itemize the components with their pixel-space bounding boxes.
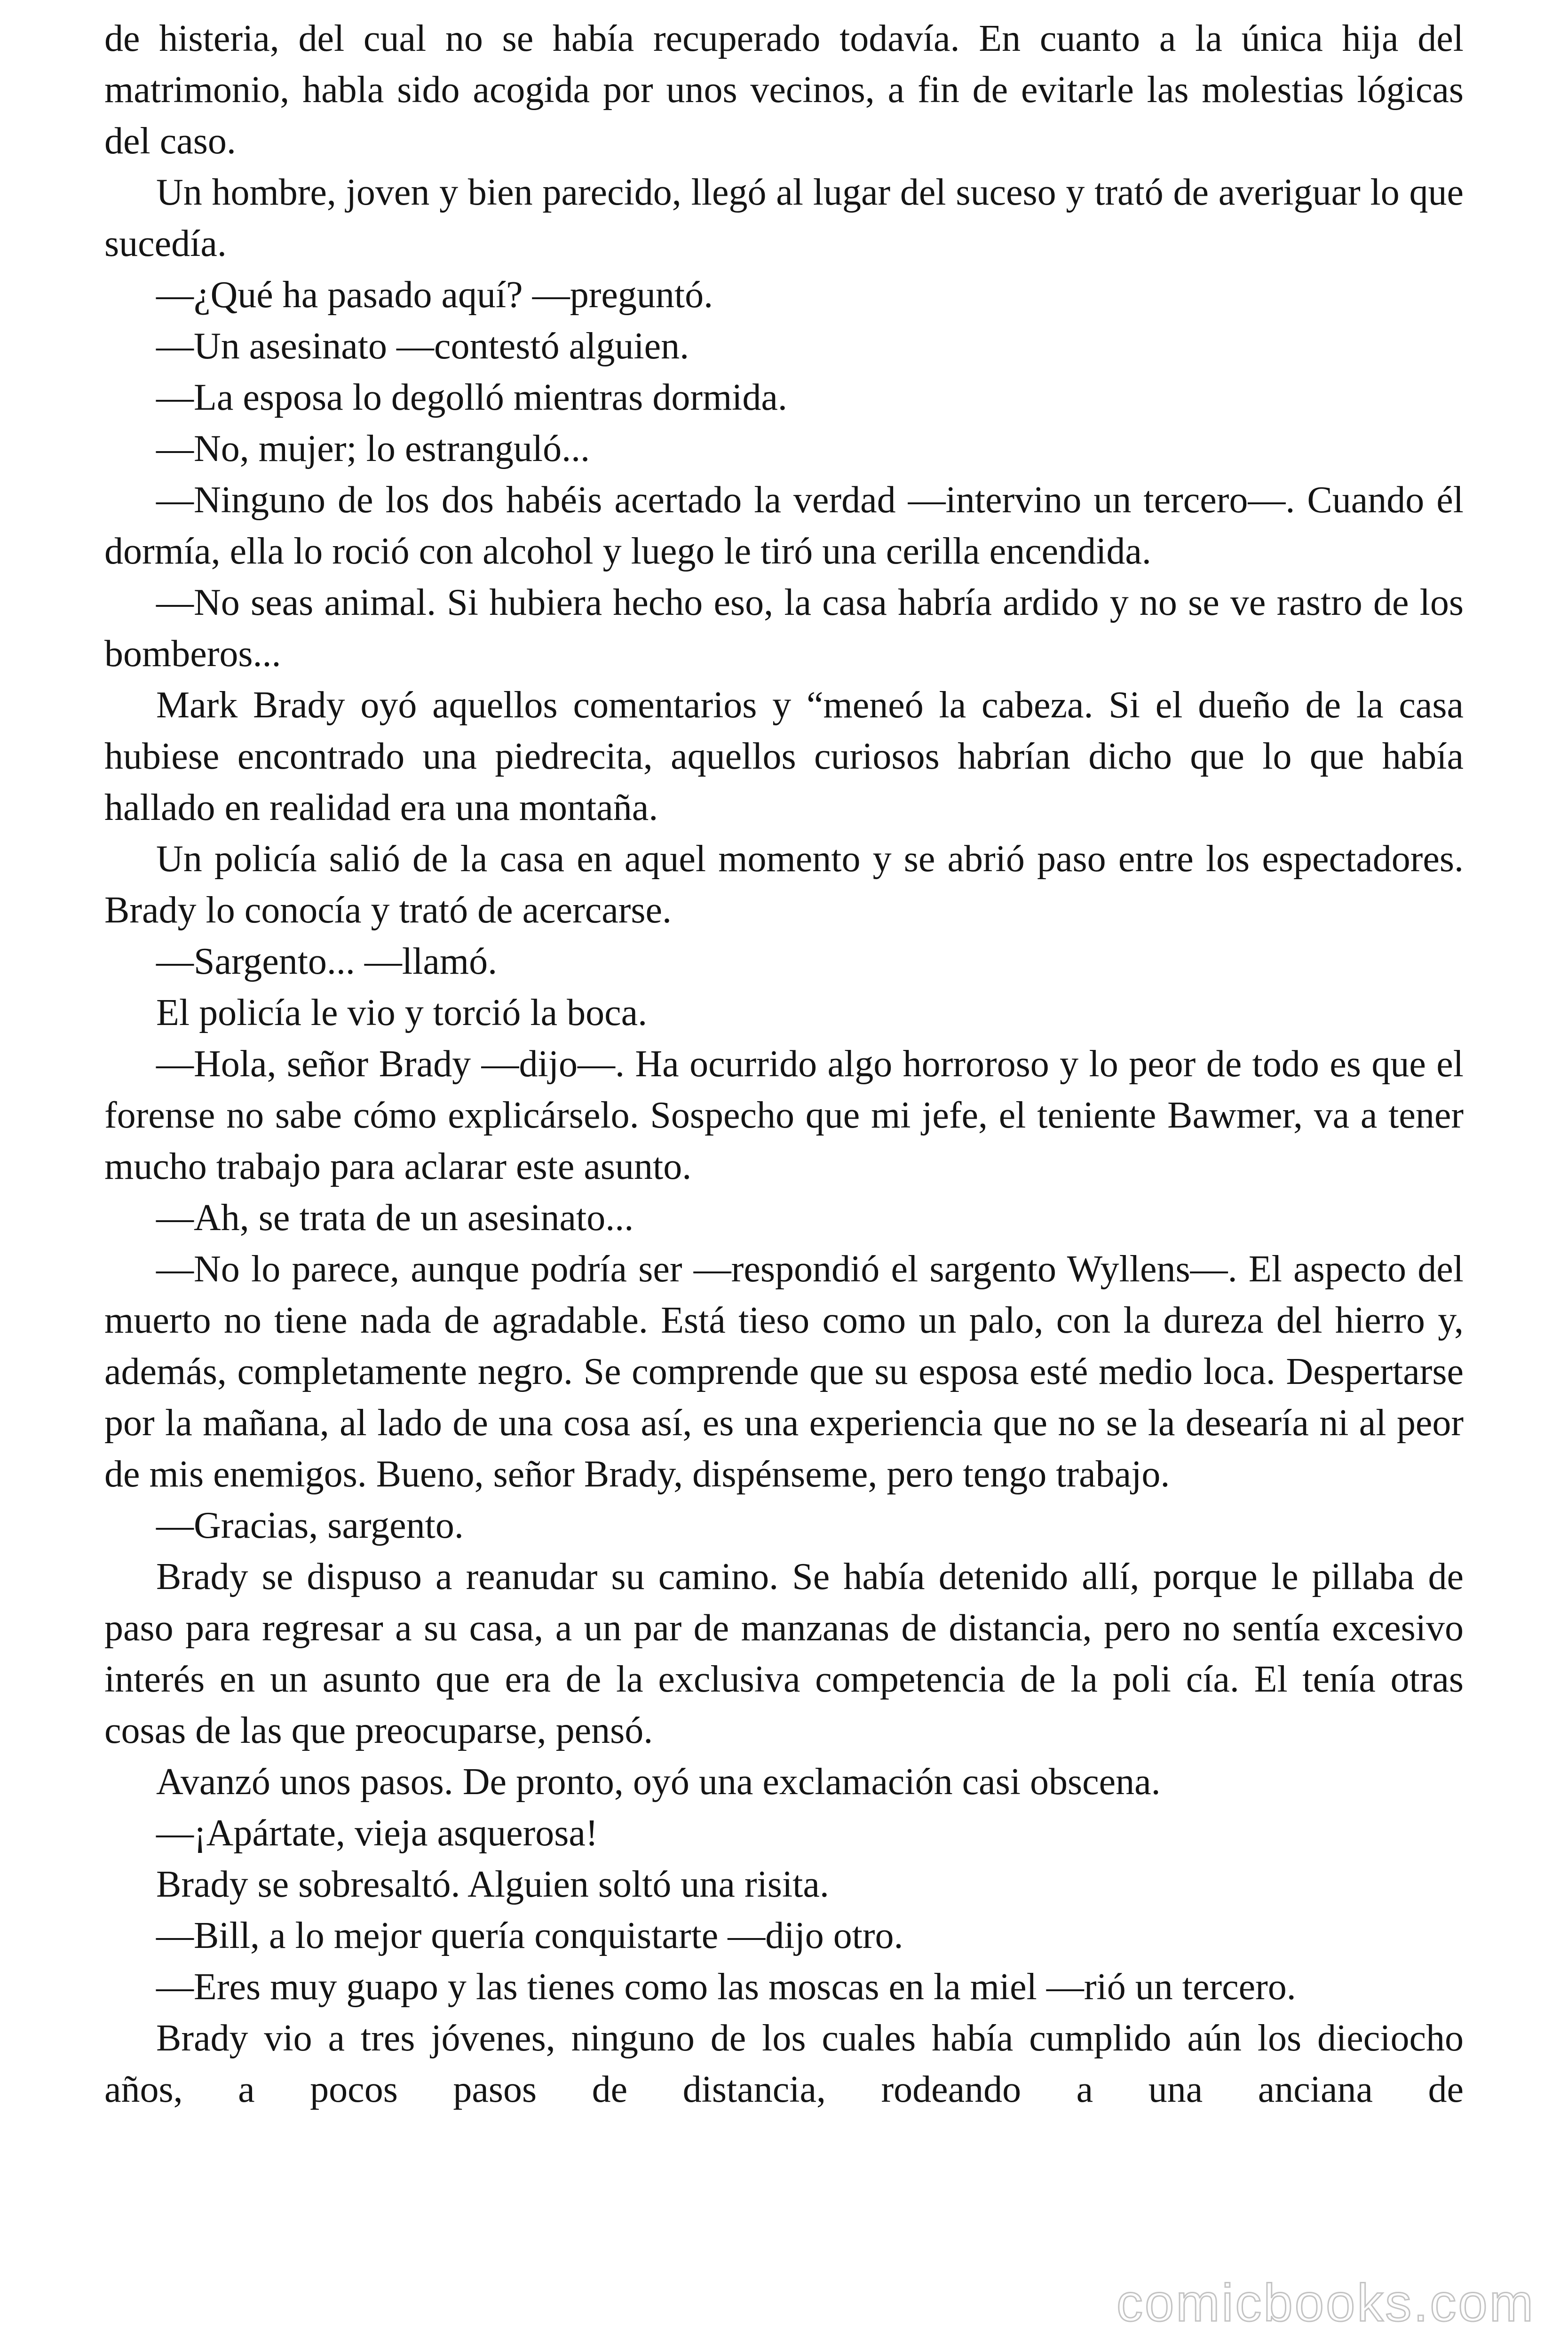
dialogue-line: —Ah, se trata de un asesinato... — [156, 1197, 634, 1239]
paragraph: Un policía salió de la casa en aquel momento y se abrió paso entre los espectadores. Brady lo conocía y trató de acercarse. — [104, 838, 1464, 931]
dialogue-line: —Hola, señor Brady —dijo—. Ha ocurrido algo horroroso y lo peor de todo es que el forense no sabe cómo explicárselo. Sospecho que mi jefe, el teniente Bawmer, va a tener mucho trabajo para aclarar este asunto. — [104, 1043, 1464, 1187]
paragraph: Mark Brady oyó aquellos comentarios y “meneó la cabeza. Si el dueño de la casa hubiese encontrado una piedrecita, aquellos curiosos habrían dicho que lo que había hallado en realidad era una montaña. — [104, 684, 1464, 828]
paragraph: Brady se dispuso a reanudar su camino. Se había detenido allí, porque le pillaba de paso para regresar a su casa, a un par de manzanas de distancia, pero no sentía excesivo interés en un asunto que era de la exclusiva competencia de la poli cía. El tenía otras cosas de las que preocuparse, pensó. — [104, 1556, 1464, 1751]
body-text — [104, 13, 1464, 2115]
dialogue-line: —¡Apártate, vieja asquerosa! — [156, 1812, 598, 1854]
paragraph: Brady se sobresaltó. Alguien soltó una risita. — [156, 1864, 829, 1905]
paragraph: Brady vio a tres jóvenes, ninguno de los cuales había cumplido aún los dieciocho años, a pocos pasos de distancia, rodeando a una anciana de — [104, 2018, 1464, 2110]
dialogue-line: —Eres muy guapo y las tienes como las moscas en la miel —rió un tercero. — [156, 1966, 1296, 2008]
dialogue-line: —No lo parece, aunque podría ser —respondió el sargento Wyllens—. El aspecto del muerto no tiene nada de agradable. Está tieso como un palo, con la dureza del hierro y, además, completamente negro. Se comprende que su esposa esté medio loca. Despertarse por la mañana, al lado de una cosa así, es una experiencia que no se la desearía ni al peor de mis enemigos. Bueno, señor Brady, dispénseme, pero tengo trabajo. — [104, 1248, 1464, 1495]
dialogue-line: —¿Qué ha pasado aquí? —preguntó. — [156, 274, 713, 316]
site-watermark: comicbooks.com — [1116, 2273, 1535, 2332]
dialogue-line: —Un asesinato —contestó alguien. — [156, 326, 689, 367]
dialogue-line: —No, mujer; lo estranguló... — [156, 428, 590, 469]
dialogue-line: —Sargento... —llamó. — [156, 941, 498, 982]
paragraph: Un hombre, joven y bien parecido, llegó al lugar del suceso y trató de averiguar lo que sucedía. — [104, 172, 1464, 264]
paragraph: El policía le vio y torció la boca. — [156, 992, 648, 1033]
paragraph: de histeria, del cual no se había recuperado todavía. En cuanto a la única hija del matrimonio, habla sido acogida por unos vecinos, a fin de evitarle las molestias lógicas del caso. — [104, 18, 1464, 162]
dialogue-line: —La esposa lo degolló mientras dormida. — [156, 377, 787, 418]
dialogue-line: —No seas animal. Si hubiera hecho eso, la casa habría ardido y no se ve rastro de los bomberos... — [104, 582, 1464, 675]
paragraph: Avanzó unos pasos. De pronto, oyó una exclamación casi obscena. — [156, 1761, 1161, 1803]
dialogue-line: —Ninguno de los dos habéis acertado la verdad —intervino un tercero—. Cuando él dormía, ella lo roció con alcohol y luego le tiró una cerilla encendida. — [104, 479, 1464, 572]
dialogue-line: —Bill, a lo mejor quería conquistarte —dijo otro. — [156, 1915, 903, 1956]
dialogue-line: —Gracias, sargento. — [156, 1505, 464, 1546]
